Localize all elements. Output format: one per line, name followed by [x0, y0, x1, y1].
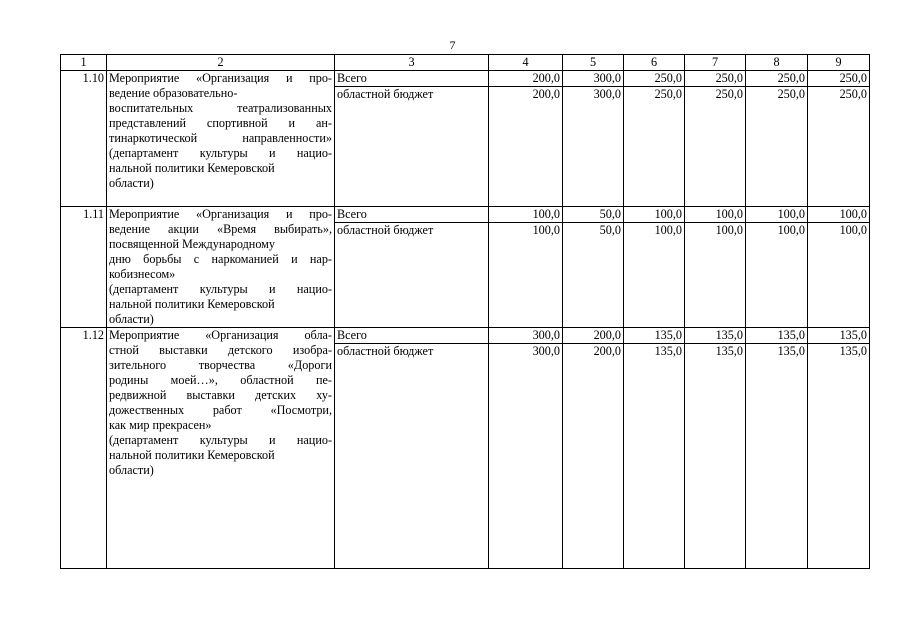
- description-line: ведение образовательно-: [109, 86, 238, 100]
- header-row: [61, 55, 870, 71]
- value-cell: 135,0: [808, 344, 870, 569]
- value-cell: 100,0: [808, 223, 870, 328]
- description-line: области): [109, 463, 154, 477]
- value-cell: 200,0: [489, 71, 563, 87]
- description-line: как мир прекрасен»: [109, 418, 212, 432]
- description-line: родины моей…», областной пе-: [109, 373, 332, 387]
- row-code: 1.11: [61, 207, 107, 328]
- table-row: [61, 207, 870, 223]
- value-cell: 300,0: [563, 71, 624, 87]
- value-cell: 300,0: [489, 344, 563, 569]
- description-line: редвижной выставки детских ху-: [109, 388, 332, 402]
- column-header: 5: [563, 55, 624, 71]
- description-line: Мероприятие «Организация и про-: [109, 207, 332, 221]
- value-cell: 50,0: [563, 207, 624, 223]
- column-header: 2: [107, 55, 335, 71]
- table-row: [61, 71, 870, 87]
- description-line: нальной политики Кемеровской: [109, 297, 275, 311]
- value-cell: 100,0: [489, 207, 563, 223]
- value-cell: 100,0: [489, 223, 563, 328]
- description-line: зительного творчества «Дороги: [109, 358, 332, 372]
- description-line: (департамент культуры и нацио-: [109, 282, 332, 296]
- source-label: областной бюджет: [335, 87, 489, 207]
- value-cell: 250,0: [746, 87, 808, 207]
- value-cell: 135,0: [746, 328, 808, 344]
- description-line: дню борьбы с наркоманией и нар-: [109, 252, 332, 266]
- value-cell: 135,0: [685, 344, 746, 569]
- table-row: [61, 328, 870, 344]
- description-line: области): [109, 176, 154, 190]
- value-cell: 50,0: [563, 223, 624, 328]
- source-label: Всего: [335, 71, 489, 87]
- description-line: (департамент культуры и нацио-: [109, 146, 332, 160]
- value-cell: 300,0: [563, 87, 624, 207]
- row-description: [107, 71, 335, 207]
- value-cell: 135,0: [808, 328, 870, 344]
- column-header: 9: [808, 55, 870, 71]
- page-number: 7: [449, 38, 456, 52]
- value-cell: 100,0: [685, 207, 746, 223]
- description-line: представлений спортивной и ан-: [109, 116, 332, 130]
- budget-table: [60, 54, 870, 569]
- value-cell: 135,0: [746, 344, 808, 569]
- value-cell: 100,0: [624, 223, 685, 328]
- value-cell: 100,0: [685, 223, 746, 328]
- column-header: 4: [489, 55, 563, 71]
- value-cell: 250,0: [624, 87, 685, 207]
- description-line: ведение акции «Время выбирать»,: [109, 222, 332, 236]
- column-header: 3: [335, 55, 489, 71]
- value-cell: 100,0: [624, 207, 685, 223]
- column-header: 7: [685, 55, 746, 71]
- description-line: нальной политики Кемеровской: [109, 448, 275, 462]
- value-cell: 250,0: [624, 71, 685, 87]
- row-code: 1.10: [61, 71, 107, 207]
- value-cell: 250,0: [746, 71, 808, 87]
- description-line: области): [109, 312, 154, 326]
- source-label: областной бюджет: [335, 344, 489, 569]
- value-cell: 250,0: [685, 71, 746, 87]
- value-cell: 300,0: [489, 328, 563, 344]
- description-line: воспитательных театрализованных: [109, 101, 332, 115]
- value-cell: 200,0: [563, 328, 624, 344]
- source-label: областной бюджет: [335, 223, 489, 328]
- row-code: 1.12: [61, 328, 107, 569]
- source-label: Всего: [335, 328, 489, 344]
- description-line: (департамент культуры и нацио-: [109, 433, 332, 447]
- value-cell: 135,0: [624, 328, 685, 344]
- value-cell: 100,0: [746, 223, 808, 328]
- value-cell: 100,0: [746, 207, 808, 223]
- value-cell: 200,0: [489, 87, 563, 207]
- value-cell: 200,0: [563, 344, 624, 569]
- value-cell: 100,0: [808, 207, 870, 223]
- description-line: Мероприятие «Организация обла-: [109, 328, 332, 342]
- column-header: 1: [61, 55, 107, 71]
- value-cell: 250,0: [808, 87, 870, 207]
- description-line: Мероприятие «Организация и про-: [109, 71, 332, 85]
- row-description: [107, 207, 335, 328]
- description-line: нальной политики Кемеровской: [109, 161, 275, 175]
- source-label: Всего: [335, 207, 489, 223]
- value-cell: 250,0: [685, 87, 746, 207]
- value-cell: 250,0: [808, 71, 870, 87]
- description-line: дожественных работ «Посмотри,: [109, 403, 332, 417]
- value-cell: 135,0: [685, 328, 746, 344]
- column-header: 6: [624, 55, 685, 71]
- description-line: тинаркотической направленности»: [109, 131, 332, 145]
- description-line: стной выставки детского изобра-: [109, 343, 332, 357]
- description-line: кобизнесом»: [109, 267, 176, 281]
- value-cell: 135,0: [624, 344, 685, 569]
- description-line: посвященной Международному: [109, 237, 275, 251]
- row-description: [107, 328, 335, 569]
- column-header: 8: [746, 55, 808, 71]
